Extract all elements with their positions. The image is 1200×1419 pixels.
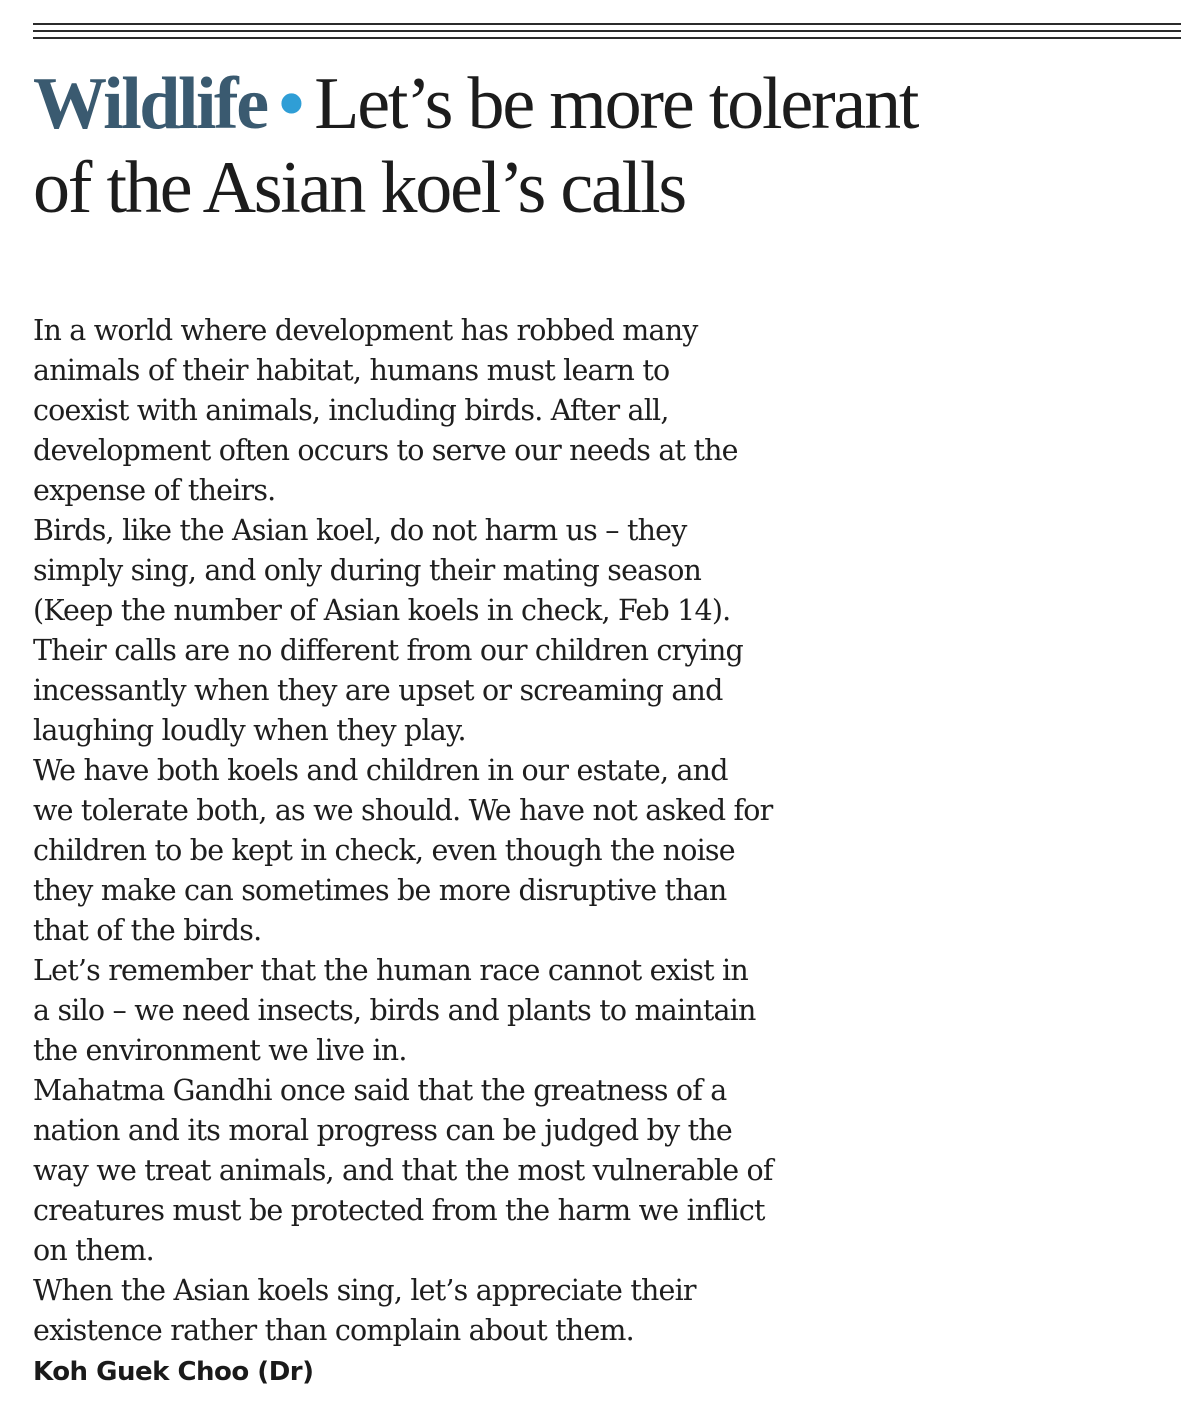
- section-kicker: Wildlife: [33, 63, 267, 145]
- header-rule-middle: [33, 30, 1181, 32]
- body-paragraph-1: In a world where development has robbed many animals of their habitat, humans must learn to coexist with animals, including birds. After all, development often occurs to serve our needs at the expense of theirs.: [33, 314, 738, 507]
- body-paragraph-6: When the Asian koels sing, let’s appreciate their existence rather than complain about them.: [33, 1274, 696, 1347]
- body-paragraph-4: Let’s remember that the human race cannot exist in a silo – we need insects, birds and plants to maintain the environment we live in.: [33, 954, 756, 1067]
- author-byline: Koh Guek Choo (Dr): [33, 1357, 314, 1387]
- body-paragraph-2: Birds, like the Asian koel, do not harm us – they simply sing, and only during their mating season (Keep the number of Asian koels in check, Feb 14). Their calls are no different from our children crying incessantly when they are upset or screaming and laughing loudly when they play.: [33, 514, 743, 747]
- kicker-separator-dot: •: [278, 63, 303, 145]
- body-paragraph-3: We have both koels and children in our estate, and we tolerate both, as we should. We have not asked for children to be kept in check, even though the noise they make can sometimes be more disruptive than that of the birds.: [33, 754, 773, 947]
- headline-title-line2: of the Asian koel’s calls: [33, 147, 685, 229]
- header-rules: [33, 23, 1181, 44]
- headline-title-line1: Let’s be more tolerant: [314, 63, 918, 145]
- header-rule-top: [33, 23, 1181, 25]
- body-paragraph-5: Mahatma Gandhi once said that the greatness of a nation and its moral progress can be judged by the way we treat animals, and that the most vulnerable of creatures must be protected from the harm we inflict on them.: [33, 1074, 773, 1267]
- article-headline: [33, 62, 1163, 230]
- header-rule-bottom: [33, 37, 1181, 39]
- article-body: [33, 311, 913, 1351]
